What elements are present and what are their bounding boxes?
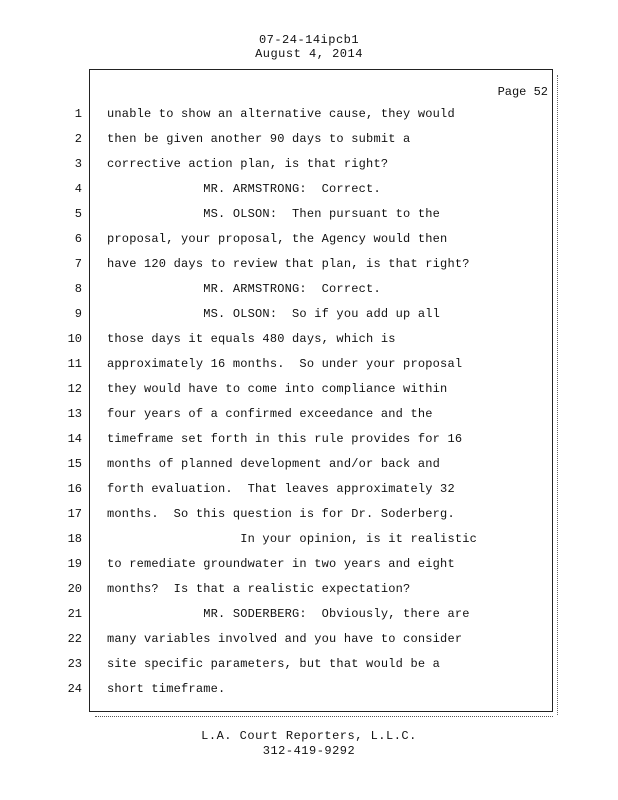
line-number: 15 [67,457,82,471]
line-text: to remediate groundwater in two years and eight [107,557,455,571]
line-number: 10 [67,332,82,346]
line-text: they would have to come into compliance within [107,382,448,396]
line-number: 17 [67,507,82,521]
line-number: 3 [74,157,82,171]
line-number: 6 [74,232,82,246]
header-date: August 4, 2014 [255,47,363,61]
header-case-id: 07-24-14ipcb1 [258,33,360,47]
line-number: 11 [67,357,82,371]
line-text: timeframe set forth in this rule provides for 16 [107,432,463,446]
line-number: 24 [67,682,82,696]
line-text: approximately 16 months. So under your proposal [107,357,463,371]
line-text: unable to show an alternative cause, they would [107,107,455,121]
line-text: site specific parameters, but that would be a [107,657,441,671]
line-text: MR. ARMSTRONG: Correct. [107,282,381,296]
line-number: 20 [67,582,82,596]
line-number: 4 [74,182,82,196]
line-number: 1 [74,107,82,121]
line-text: MS. OLSON: So if you add up all [107,307,441,321]
line-text: four years of a confirmed exceedance and the [107,407,433,421]
line-text: many variables involved and you have to consider [107,632,463,646]
line-text: MR. SODERBERG: Obviously, there are [107,607,470,621]
line-text: then be given another 90 days to submit a [107,132,411,146]
line-number: 13 [67,407,82,421]
line-number: 18 [67,532,82,546]
line-text: MS. OLSON: Then pursuant to the [107,207,441,221]
line-text: In your opinion, is it realistic [107,532,478,546]
line-text: those days it equals 480 days, which is [107,332,396,346]
line-text: proposal, your proposal, the Agency would then [107,232,448,246]
line-text: months. So this question is for Dr. Soderberg. [107,507,455,521]
line-number: 7 [74,257,82,271]
line-number: 9 [74,307,82,321]
line-number: 16 [67,482,82,496]
line-number: 19 [67,557,82,571]
line-number: 22 [67,632,82,646]
line-number: 14 [67,432,82,446]
line-text: months? Is that a realistic expectation? [107,582,411,596]
line-text: have 120 days to review that plan, is that right? [107,257,470,271]
line-number: 23 [67,657,82,671]
line-number: 2 [74,132,82,146]
page-edge-marks [557,75,560,715]
line-text: short timeframe. [107,682,226,696]
bottom-rule [95,716,553,717]
page-number: Page 52 [497,85,548,99]
line-number: 8 [74,282,82,296]
line-text: months of planned development and/or back and [107,457,441,471]
line-number: 12 [67,382,82,396]
footer-phone: 312-419-9292 [262,744,356,758]
footer-reporter-name: L.A. Court Reporters, L.L.C. [201,729,417,743]
line-text: forth evaluation. That leaves approximately 32 [107,482,455,496]
line-text: corrective action plan, is that right? [107,157,389,171]
line-number: 21 [67,607,82,621]
line-number: 5 [74,207,82,221]
line-text: MR. ARMSTRONG: Correct. [107,182,381,196]
